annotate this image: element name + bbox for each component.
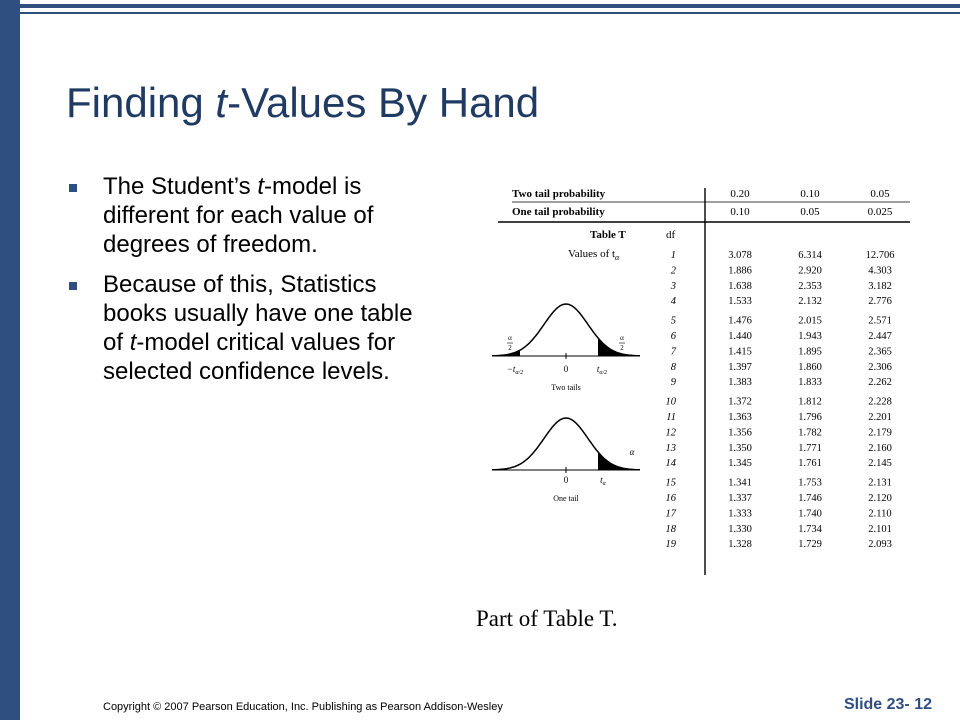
df-cell: 14 bbox=[665, 458, 676, 470]
table-row bbox=[666, 493, 892, 504]
value-cell: 1.345 bbox=[728, 458, 752, 470]
square-bullet-icon bbox=[69, 282, 77, 290]
left-accent-bar bbox=[0, 0, 20, 720]
value-cell: 3.078 bbox=[728, 250, 752, 261]
value-cell: 1.812 bbox=[798, 396, 822, 408]
top-rule-thin bbox=[20, 12, 960, 14]
value-cell: 1.341 bbox=[728, 477, 752, 489]
value-cell: 1.833 bbox=[798, 377, 822, 389]
table-row bbox=[666, 397, 892, 408]
value-cell: 1.533 bbox=[728, 296, 752, 308]
table-row bbox=[666, 412, 892, 423]
table-row bbox=[671, 265, 892, 276]
square-bullet-icon bbox=[69, 184, 77, 192]
df-cell: 1 bbox=[670, 250, 676, 261]
two-tail-curve-diagram bbox=[492, 304, 640, 392]
one-tail-curve-diagram bbox=[492, 418, 640, 503]
value-cell: 1.895 bbox=[798, 346, 822, 358]
value-cell: 1.363 bbox=[728, 412, 752, 423]
df-cell: 9 bbox=[670, 377, 676, 389]
df-cell: 16 bbox=[665, 493, 676, 504]
two-tail-label: Two tail probability bbox=[512, 188, 606, 200]
svg-text:α: α bbox=[629, 447, 635, 457]
value-cell: 1.440 bbox=[728, 331, 752, 342]
value-cell: 1.740 bbox=[798, 508, 822, 520]
value-cell: 2.228 bbox=[868, 396, 892, 408]
one-tail-caption: One tail bbox=[553, 494, 579, 503]
value-cell: 2.306 bbox=[868, 361, 892, 373]
one-tail-value: 0.10 bbox=[730, 206, 750, 218]
table-row bbox=[671, 362, 892, 373]
one-tail-value: 0.05 bbox=[800, 206, 820, 218]
df-cell: 4 bbox=[670, 296, 676, 308]
one-tail-value: 0.025 bbox=[867, 206, 893, 218]
value-cell: 2.110 bbox=[868, 508, 892, 520]
value-cell: 2.093 bbox=[868, 539, 892, 551]
figure-caption: Part of Table T. bbox=[476, 606, 618, 631]
value-cell: 1.372 bbox=[728, 396, 752, 408]
table-row bbox=[666, 478, 892, 489]
value-cell: 1.350 bbox=[728, 442, 752, 454]
values-of-label: Values of $t_\alpha$ bbox=[568, 248, 620, 262]
value-cell: 2.201 bbox=[868, 412, 892, 423]
value-cell: 2.262 bbox=[868, 377, 892, 389]
value-cell: 6.314 bbox=[798, 250, 822, 261]
value-cell: 1.729 bbox=[798, 539, 822, 551]
value-cell: 2.571 bbox=[868, 315, 892, 327]
svg-text:2: 2 bbox=[508, 344, 512, 352]
value-cell: 1.771 bbox=[798, 442, 822, 454]
svg-text:α: α bbox=[508, 334, 512, 342]
df-cell: 10 bbox=[665, 396, 676, 408]
two-tails-caption: Two tails bbox=[551, 383, 581, 392]
footer-copyright: Copyright © 2007 Pearson Education, Inc. Publishing as Pearson Addison-Wesley bbox=[103, 701, 503, 713]
svg-text:−tα/2: $-t_{\alpha/2}$ bbox=[506, 364, 524, 376]
slide-number: Slide 23- 12 bbox=[843, 696, 932, 713]
bullet-list bbox=[66, 172, 426, 397]
two-tail-value: 0.10 bbox=[800, 188, 820, 200]
table-row bbox=[666, 508, 892, 519]
df-cell: 18 bbox=[665, 523, 676, 535]
table-row bbox=[671, 316, 892, 327]
table-t-figure bbox=[470, 170, 930, 640]
value-cell: 2.131 bbox=[868, 477, 892, 489]
df-cell: 12 bbox=[665, 427, 676, 439]
one-tail-label: One tail probability bbox=[512, 206, 605, 218]
value-cell: 1.796 bbox=[798, 412, 822, 423]
svg-text:0: 0 bbox=[563, 475, 569, 485]
df-cell: 15 bbox=[665, 477, 676, 489]
value-cell: 1.337 bbox=[728, 493, 752, 504]
value-cell: 2.447 bbox=[868, 331, 892, 342]
value-cell: 1.415 bbox=[728, 346, 752, 358]
two-tail-value: 0.20 bbox=[730, 188, 750, 200]
svg-text:tα/2: $t_{\alpha/2}$ bbox=[596, 364, 608, 376]
value-cell: 2.365 bbox=[868, 346, 892, 358]
value-cell: 2.160 bbox=[868, 442, 892, 454]
bullet-item-1: The Student’s t-model is different for each value of degrees of freedom. bbox=[66, 172, 426, 259]
value-cell: 1.328 bbox=[728, 539, 752, 551]
value-cell: 2.120 bbox=[868, 493, 892, 504]
table-row bbox=[666, 443, 892, 454]
table-row bbox=[666, 524, 892, 535]
table-t-svg bbox=[470, 170, 930, 640]
value-cell: 4.303 bbox=[868, 265, 892, 277]
value-cell: 2.101 bbox=[868, 523, 892, 535]
value-cell: 2.132 bbox=[798, 296, 822, 308]
value-cell: 1.356 bbox=[728, 427, 752, 439]
df-label: df bbox=[666, 229, 676, 241]
svg-text:tα: $t_\alpha$ bbox=[600, 475, 606, 487]
df-cell: 19 bbox=[665, 539, 676, 551]
table-row bbox=[666, 458, 892, 469]
value-cell: 2.145 bbox=[868, 458, 892, 470]
bullet-item-2: Because of this, Statistics books usually have one table of t-model critical values for selected confidence levels. bbox=[66, 270, 426, 386]
value-cell: 1.746 bbox=[798, 493, 822, 504]
value-cell: 2.179 bbox=[868, 427, 892, 439]
value-cell: 1.476 bbox=[728, 315, 752, 327]
svg-text:0: 0 bbox=[563, 364, 569, 374]
df-cell: 13 bbox=[665, 442, 676, 454]
table-row bbox=[666, 539, 892, 550]
value-cell: 1.397 bbox=[728, 361, 752, 373]
df-cell: 17 bbox=[665, 508, 676, 520]
table-row bbox=[670, 281, 892, 292]
table-row bbox=[671, 331, 892, 342]
table-row bbox=[671, 296, 892, 307]
value-cell: 2.353 bbox=[798, 280, 822, 292]
table-row bbox=[666, 427, 892, 438]
value-cell: 1.383 bbox=[728, 377, 752, 389]
value-cell: 12.706 bbox=[865, 250, 895, 261]
table-row bbox=[671, 346, 892, 357]
value-cell: 2.920 bbox=[798, 265, 822, 277]
value-cell: 1.761 bbox=[798, 458, 822, 470]
svg-text:α: α bbox=[620, 334, 624, 342]
df-cell: 6 bbox=[670, 331, 676, 342]
value-cell: 1.886 bbox=[728, 265, 752, 277]
df-cell: 5 bbox=[670, 315, 676, 327]
df-cell: 3 bbox=[670, 280, 676, 292]
two-tail-value: 0.05 bbox=[870, 188, 890, 200]
table-row bbox=[671, 377, 892, 388]
value-cell: 1.333 bbox=[728, 508, 752, 520]
df-cell: 2 bbox=[670, 265, 676, 277]
value-cell: 1.734 bbox=[798, 523, 822, 535]
value-cell: 1.753 bbox=[798, 477, 822, 489]
value-cell: 2.015 bbox=[798, 315, 822, 327]
value-cell: 1.330 bbox=[728, 523, 752, 535]
table-heading: Table T bbox=[590, 229, 626, 241]
df-cell: 7 bbox=[670, 346, 676, 358]
svg-text:2: 2 bbox=[620, 344, 624, 352]
value-cell: 3.182 bbox=[868, 280, 892, 292]
df-cell: 11 bbox=[666, 412, 676, 423]
df-cell: 8 bbox=[670, 361, 676, 373]
top-rule-thick bbox=[20, 4, 960, 8]
value-cell: 1.943 bbox=[798, 331, 822, 342]
slide-title: Finding t-Values By Hand bbox=[66, 79, 540, 126]
value-cell: 1.860 bbox=[798, 361, 822, 373]
value-cell: 2.776 bbox=[868, 296, 892, 308]
value-cell: 1.782 bbox=[798, 427, 822, 439]
value-cell: 1.638 bbox=[728, 280, 752, 292]
